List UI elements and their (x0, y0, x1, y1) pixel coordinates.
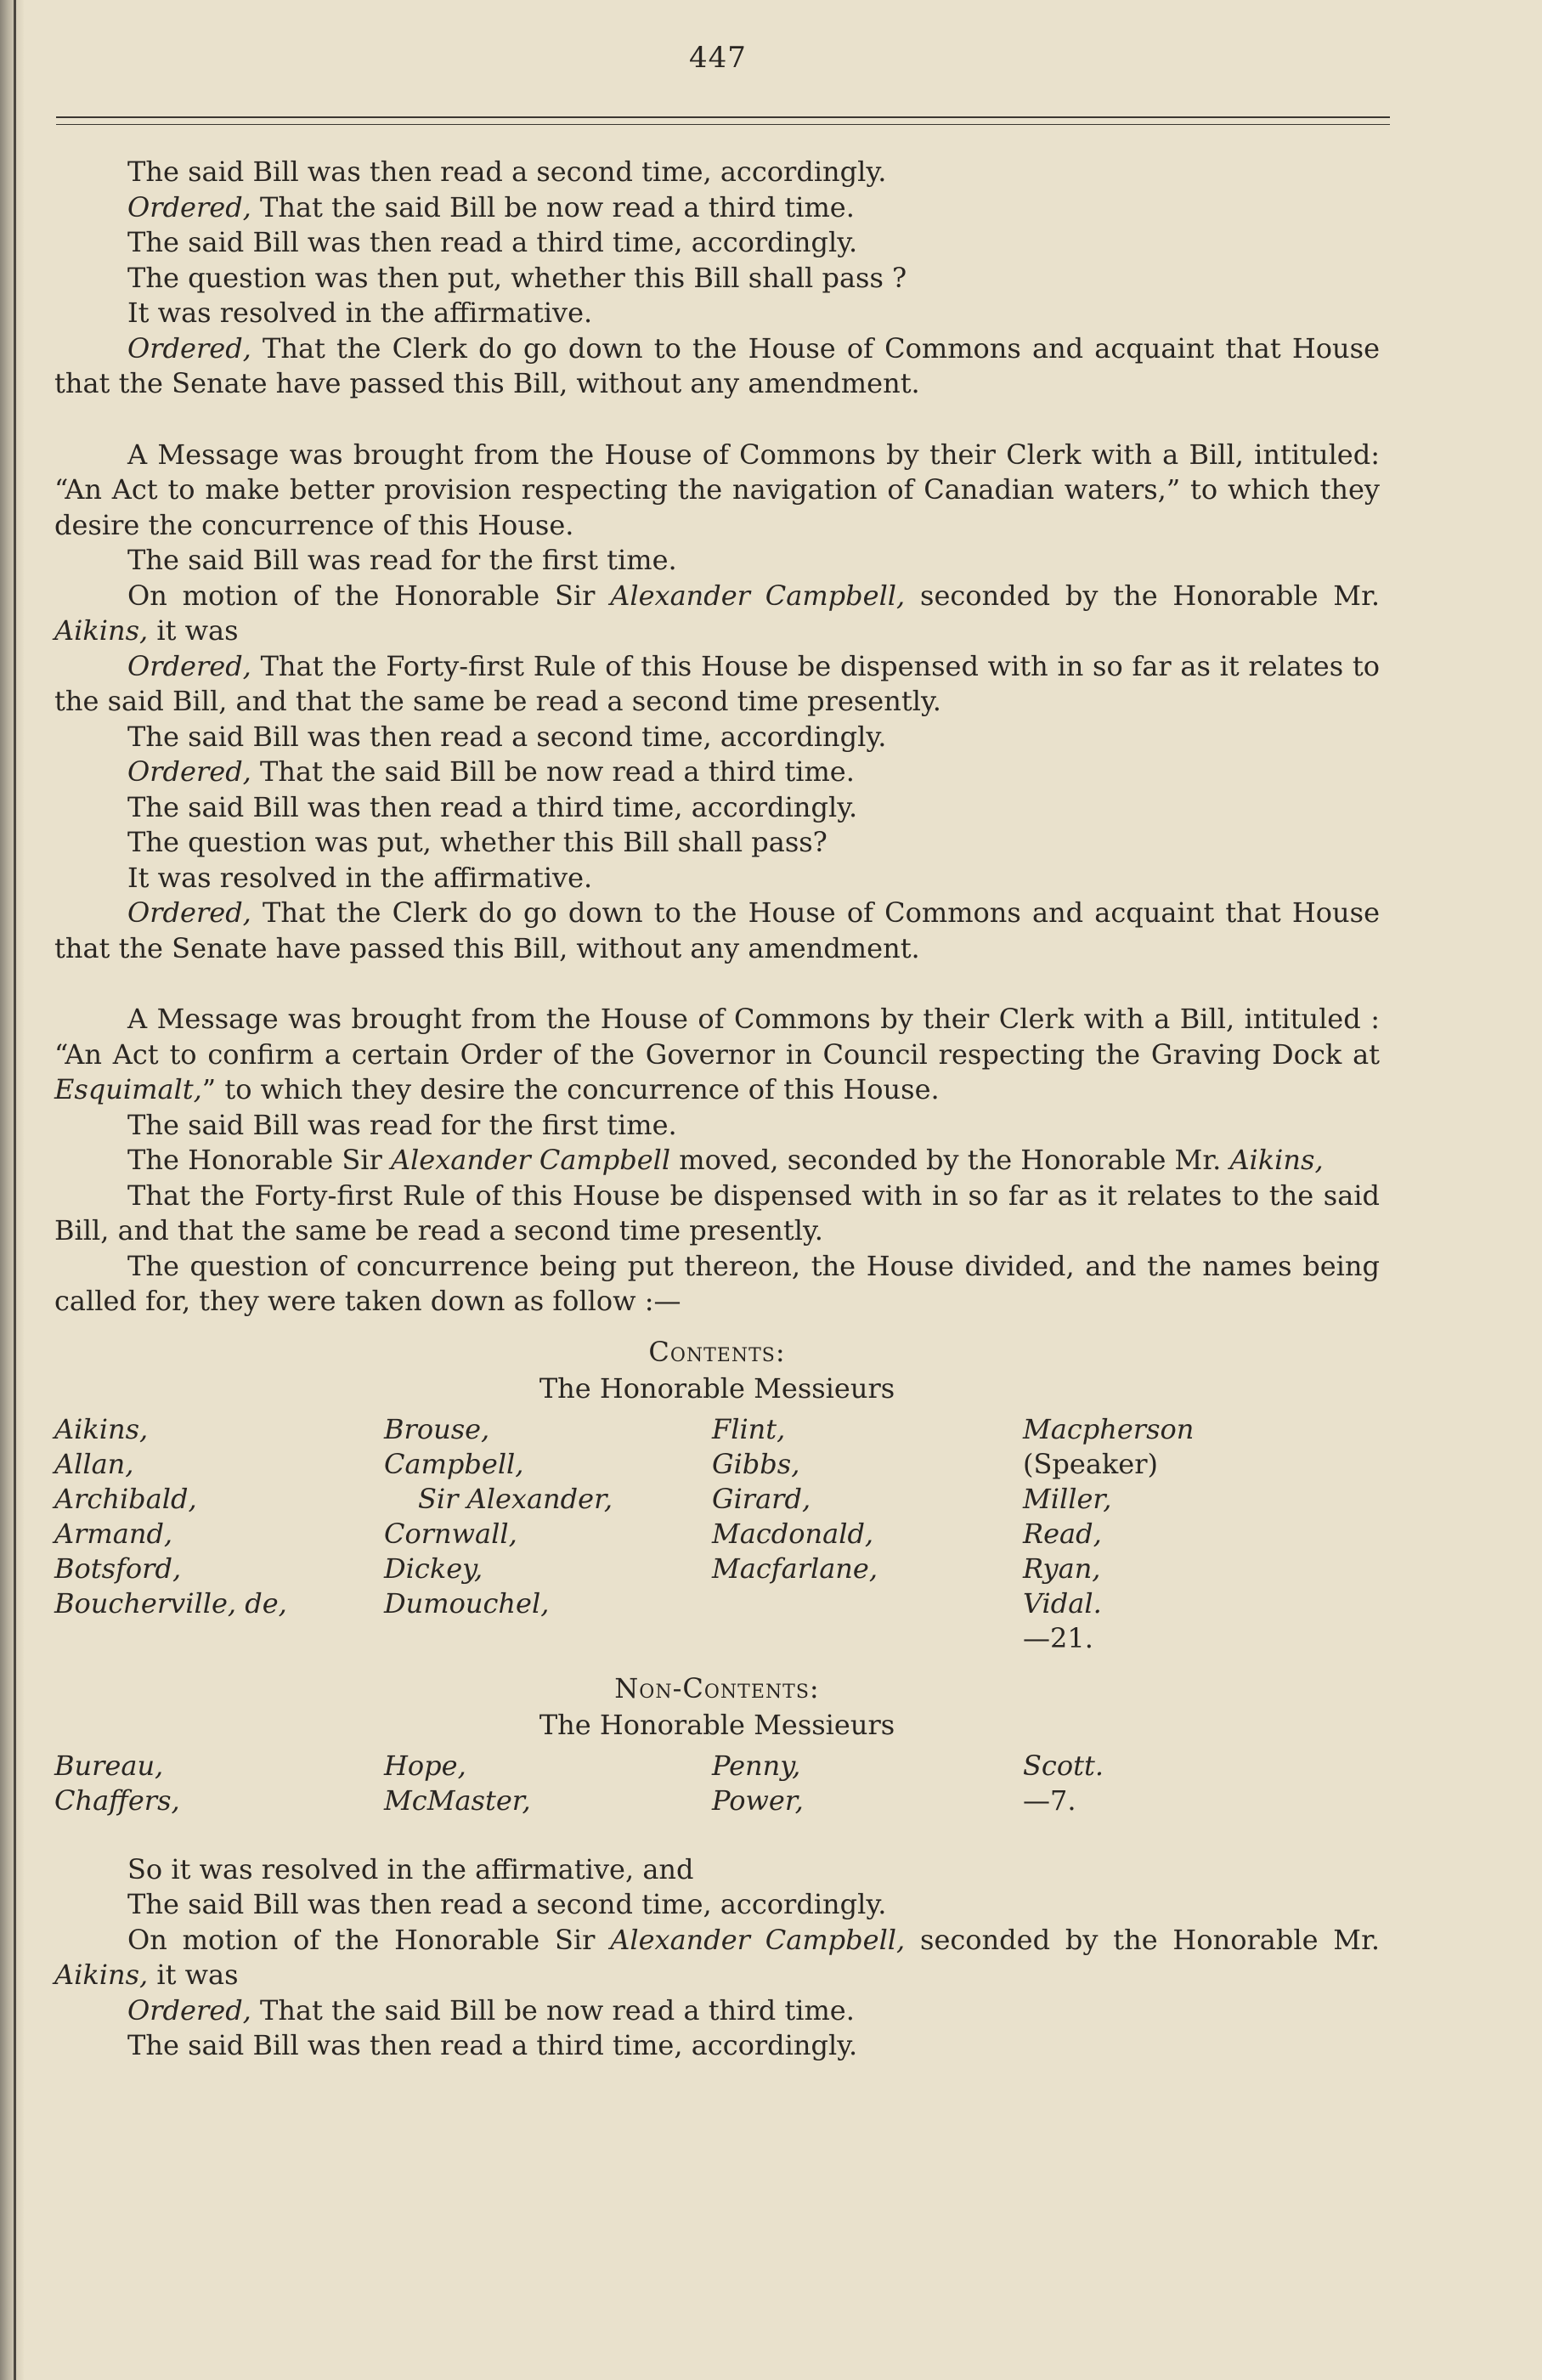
member-name: Macfarlane, (712, 1552, 878, 1585)
names-column (384, 1749, 712, 1818)
names-column (54, 1749, 384, 1818)
member-name: Archibald, (54, 1482, 197, 1515)
section-3 (54, 1002, 1380, 1320)
vote-total: —21. (1023, 1621, 1093, 1654)
section-1 (54, 155, 1380, 402)
ordered-label: Ordered, (127, 331, 251, 365)
names-column (54, 1412, 384, 1656)
names-column (1023, 1749, 1380, 1818)
member-name: Dickey, (384, 1552, 483, 1585)
text-line: The said Bill was read for the first time. (127, 1108, 677, 1141)
text-line: The said Bill was read for the first time. (127, 544, 677, 576)
member-name: Macpherson (Speaker) (1023, 1412, 1195, 1480)
member-name: McMaster, (384, 1784, 531, 1817)
ordered-label: Ordered, (127, 1993, 251, 2027)
non-contents-heading: Non-Contents: (614, 1671, 820, 1704)
book-spine (0, 0, 24, 2380)
member-name: Chaffers, (54, 1784, 180, 1817)
paragraph: The question of concurrence being put thereon, the House divided, and the names being called for, they were taken down as follow :— (54, 1249, 1380, 1317)
text-line: The said Bill was then read a third time, accordingly. (127, 226, 858, 258)
text-line: The said Bill was then read a third time, accordingly. (127, 790, 858, 823)
member-name: Allan, (54, 1447, 134, 1480)
header-rule-thin (56, 124, 1390, 125)
member-name: Cornwall, (384, 1517, 517, 1550)
text-line: Ordered, That the said Bill be now read a third time. (127, 755, 855, 788)
paragraph: Ordered, That the Clerk do go down to the House of Commons and acquaint that House that the Senate have passed this Bill, without any amendment. (54, 331, 1381, 399)
member-name: Vidal. —21. (1023, 1586, 1380, 1656)
member-name: Campbell, (384, 1447, 524, 1480)
text-line: The said Bill was then read a third time, accordingly. (127, 2029, 858, 2061)
member-name: Penny, (712, 1749, 801, 1782)
member-name: Macdonald, (712, 1517, 874, 1550)
contents-heading: Contents: (648, 1335, 786, 1368)
text-line: It was resolved in the affirmative. (127, 297, 593, 329)
paragraph: On motion of the Honorable Sir Alexander Campbell, seconded by the Honorable Mr. Aikins, it was (54, 579, 1381, 647)
binding-line (14, 0, 16, 2380)
member-name: Scott. —7. (1023, 1749, 1380, 1818)
text-line: It was resolved in the affirmative. (127, 861, 593, 894)
member-name: Botsford, (54, 1552, 182, 1585)
contents-subheading: The Honorable Messieurs (539, 1372, 895, 1405)
text-line: The question was put, whether this Bill shall pass? (127, 826, 827, 858)
member-name: Bureau, (54, 1749, 164, 1782)
text-line: Ordered, That the said Bill be now read a third time. (127, 1993, 855, 2027)
journal-text (54, 155, 1380, 2064)
member-name: Miller, (1023, 1482, 1112, 1515)
member-name: Hope, (384, 1749, 466, 1782)
paragraph: On motion of the Honorable Sir Alexander Campbell, seconded by the Honorable Mr. Aikins, it was (54, 1923, 1381, 1991)
names-column (1023, 1412, 1380, 1656)
member-name: Boucherville, de, (54, 1586, 287, 1620)
paragraph: Ordered, That the Forty-first Rule of this House be dispensed with in so far as it relates to the said Bill, and that the same be read a second time presently. (54, 649, 1381, 717)
member-name: Flint, (712, 1412, 786, 1445)
non-contents-names (54, 1749, 1380, 1818)
member-name: Read, (1023, 1517, 1102, 1550)
member-name: Brouse, (384, 1412, 490, 1445)
names-column (384, 1412, 712, 1656)
names-column (712, 1412, 1023, 1656)
member-name: Dumouchel, (384, 1586, 550, 1620)
member-name: Girard, (712, 1482, 811, 1515)
paragraph: The Honorable Sir Alexander Campbell moved, seconded by the Honorable Mr. Aikins, (127, 1144, 1324, 1176)
text-line: The question was then put, whether this Bill shall pass ? (127, 261, 907, 294)
member-name: Gibbs, (712, 1447, 800, 1480)
member-name: Armand, (54, 1517, 173, 1550)
text-line: So it was resolved in the affirmative, and (127, 1852, 694, 1885)
paragraph: Ordered, That the Clerk do go down to the House of Commons and acquaint that House that the Senate have passed this Bill, without any amendment. (54, 896, 1381, 964)
ordered-label: Ordered, (127, 896, 251, 929)
contents-names (54, 1412, 1380, 1656)
ordered-label: Ordered, (127, 649, 251, 682)
section-2 (54, 438, 1380, 967)
member-name: Aikins, (54, 1412, 149, 1445)
text-line: Ordered, That the said Bill be now read a third time. (127, 190, 855, 223)
member-name: Sir Alexander, (418, 1482, 613, 1515)
names-column (712, 1749, 1023, 1818)
text-line: The said Bill was then read a second time, accordingly. (127, 1888, 887, 1920)
ordered-label: Ordered, (127, 190, 251, 223)
text-line: The said Bill was then read a second time, accordingly. (127, 155, 887, 188)
member-name: Power, (712, 1784, 804, 1817)
paragraph: That the Forty-first Rule of this House be dispensed with in so far as it relates to the said Bill, and that the same be read a second time presently. (54, 1179, 1380, 1247)
paragraph: A Message was brought from the House of Commons by their Clerk with a Bill, intituled: “An Act to make better provision respecting the navigation of Canadian waters,” to which they desire the concurrence of this House. (54, 438, 1380, 541)
paragraph: A Message was brought from the House of Commons by their Clerk with a Bill, intituled : “An Act to confirm a certain Order of the Governor in Council respecting the Graving Dock at Esquimalt,” to which they desire the concurrence of this House. (54, 1003, 1380, 1105)
page-number: 447 (689, 41, 747, 75)
vote-total: —7. (1023, 1784, 1076, 1817)
non-contents-subheading: The Honorable Messieurs (539, 1709, 895, 1741)
section-4 (54, 1852, 1380, 2064)
header-rule (56, 116, 1390, 118)
text-line: The said Bill was then read a second time, accordingly. (127, 720, 887, 753)
member-name: Ryan, (1023, 1552, 1101, 1585)
